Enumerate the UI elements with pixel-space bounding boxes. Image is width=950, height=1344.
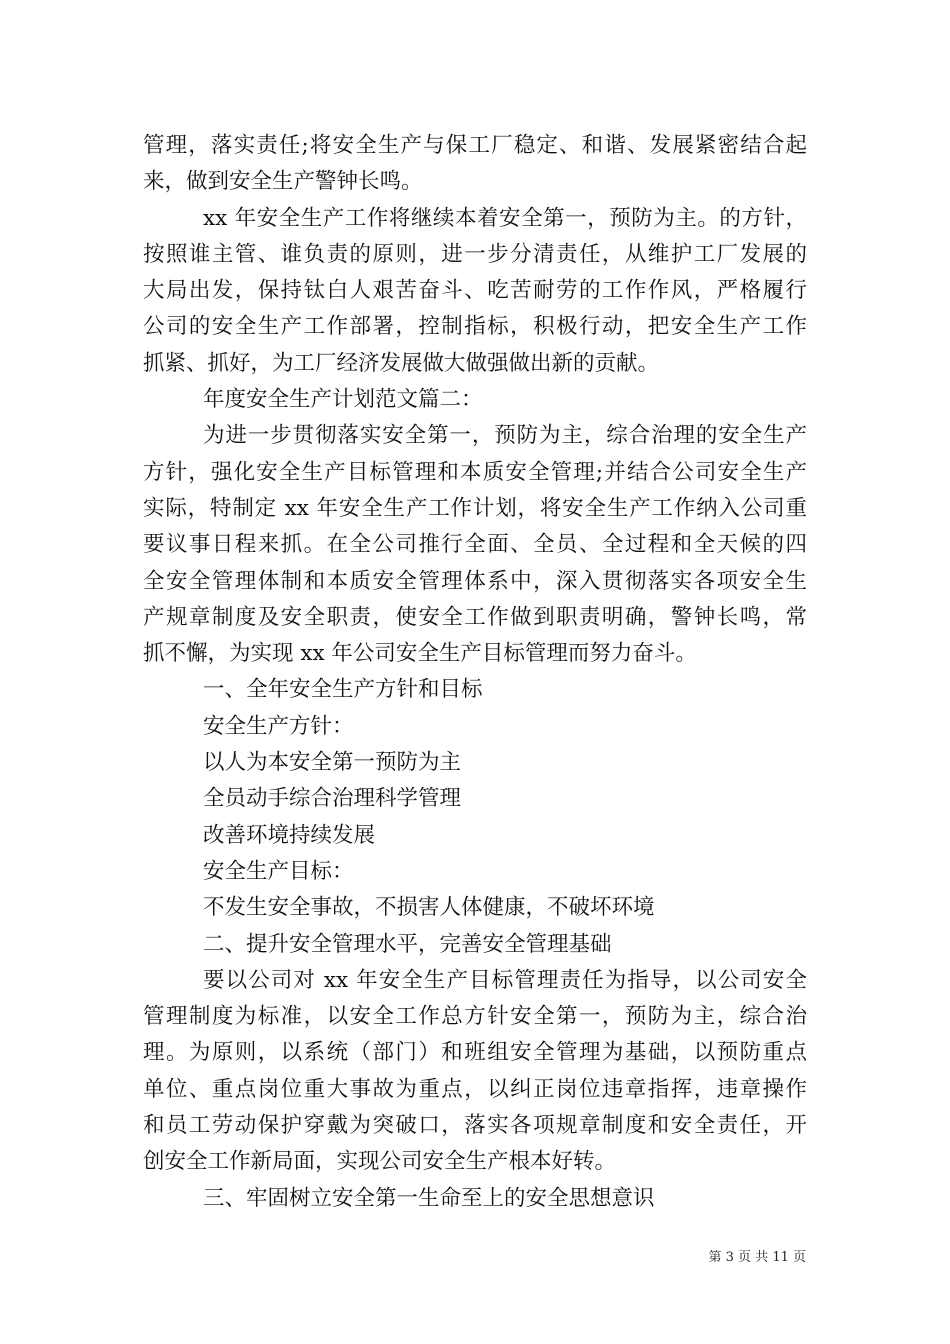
text-line: 二、提升安全管理水平，完善安全管理基础	[203, 931, 612, 957]
paragraph	[143, 709, 807, 745]
text-line: 年度安全生产计划范文篇二：	[203, 387, 483, 413]
text-line: 单位、重点岗位重大事故为重点，以纠正岗位违章指挥，违章操作	[143, 1076, 807, 1102]
text-line: 来，做到安全生产警钟长鸣。	[143, 169, 423, 195]
text-line: 按照谁主管、谁负责的原则，进一步分清责任，从维护工厂发展的	[143, 241, 807, 267]
paragraph	[143, 201, 807, 382]
text-line: 安全生产方针：	[203, 713, 354, 739]
text-line: 要以公司对 xx 年安全生产目标管理责任为指导，以公司安全	[203, 967, 807, 993]
text-line: 创安全工作新局面，实现公司安全生产根本好转。	[143, 1149, 617, 1175]
text-line: 产规章制度及安全职责，使安全工作做到职责明确，警钟长鸣，常	[143, 604, 807, 630]
paragraph	[143, 818, 807, 854]
paragraph	[143, 854, 807, 890]
text-line: 管理，落实责任;将安全生产与保工厂稳定、和谐、发展紧密结合起	[143, 133, 807, 158]
text-line: 安全生产目标：	[203, 858, 354, 884]
text-line: 抓不懈，为实现 xx 年公司安全生产目标管理而努力奋斗。	[143, 641, 697, 667]
paragraph	[143, 1181, 807, 1217]
text-line: 全员动手综合治理科学管理	[203, 786, 462, 812]
text-line: 全安全管理体制和本质安全管理体系中，深入贯彻落实各项安全生	[143, 568, 807, 594]
text-line: xx 年安全生产工作将继续本着安全第一，预防为主。的方针，	[203, 205, 807, 231]
text-line: 一、全年安全生产方针和目标	[203, 677, 483, 703]
text-line: 方针，强化安全生产目标管理和本质安全管理;并结合公司安全生产	[143, 459, 807, 485]
paragraph	[143, 382, 807, 418]
paragraph	[143, 128, 807, 201]
text-line: 实际，特制定 xx 年安全生产工作计划，将安全生产工作纳入公司重	[143, 495, 807, 521]
text-line: 抓紧、抓好，为工厂经济发展做大做强做出新的贡献。	[143, 350, 660, 376]
text-line: 三、牢固树立安全第一生命至上的安全思想意识	[203, 1185, 655, 1211]
text-line: 以人为本安全第一预防为主	[203, 750, 462, 776]
text-line: 理。为原则，以系统（部门）和班组安全管理为基础，以预防重点	[143, 1040, 807, 1066]
text-line: 和员工劳动保护穿戴为突破口，落实各项规章制度和安全责任，开	[143, 1113, 807, 1139]
text-line: 要议事日程来抓。在全公司推行全面、全员、全过程和全天候的四	[143, 532, 807, 558]
text-line: 不发生安全事故，不损害人体健康，不破坏环境	[203, 895, 655, 921]
text-line: 公司的安全生产工作部署，控制指标，积极行动，把安全生产工作	[143, 314, 807, 340]
paragraph	[143, 672, 807, 708]
paragraph	[143, 781, 807, 817]
paragraph	[143, 963, 807, 1181]
document-body	[143, 128, 807, 1217]
paragraph	[143, 927, 807, 963]
paragraph	[143, 745, 807, 781]
paragraph	[143, 890, 807, 926]
text-line: 管理制度为标准，以安全工作总方针安全第一，预防为主，综合治	[143, 1004, 807, 1030]
paragraph	[143, 418, 807, 672]
page-number: 第 3 页 共 11 页	[708, 1250, 806, 1265]
text-line: 为进一步贯彻落实安全第一，预防为主，综合治理的安全生产	[203, 423, 807, 449]
text-line: 改善环境持续发展	[203, 822, 376, 848]
text-line: 大局出发，保持钛白人艰苦奋斗、吃苦耐劳的工作作风，严格履行	[143, 278, 807, 304]
